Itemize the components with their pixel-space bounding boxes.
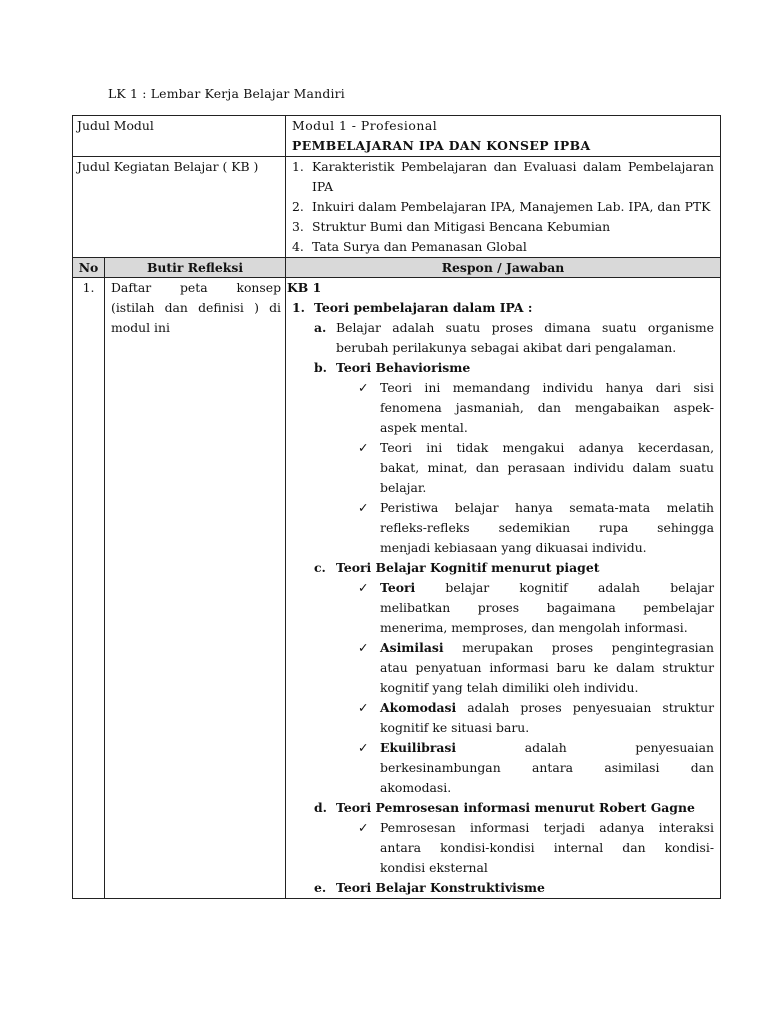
kb-item: 1. Karakteristik Pembelajaran dan Evaluasi dalam Pembelajaran IPA <box>292 159 715 194</box>
section-heading: 1. Teori pembelajaran dalam IPA : <box>292 300 533 315</box>
check-point: ✓ Peristiwa belajar hanya semata-mata melatih refleks-refleks sedemikian rupa sehingga menjadi kebiasaan yang dikuasai individu. <box>286 498 714 558</box>
check-point: ✓ Asimilasi merupakan proses pengintegrasian atau penyatuan informasi baru ke dalam struktur kognitif yang telah dimiliki oleh individu. <box>286 638 714 698</box>
header-no: No <box>73 258 105 278</box>
list-item: d. Teori Pemrosesan informasi menurut Robert Gagne <box>314 800 695 815</box>
butir-line: Daftar peta konsep <box>111 280 282 295</box>
check-point: ✓ Pemrosesan informasi terjadi adanya interaksi antara kondisi-kondisi internal dan kondisi- kondisi eksternal <box>286 818 714 878</box>
check-icon: ✓ <box>358 740 369 755</box>
row-number: 1. <box>73 278 105 899</box>
list-item: e. Teori Belajar Konstruktivisme <box>314 880 545 895</box>
document-title: LK 1 : Lembar Kerja Belajar Mandiri <box>108 86 345 101</box>
check-icon: ✓ <box>358 380 369 395</box>
check-icon: ✓ <box>358 500 369 515</box>
check-icon: ✓ <box>358 700 369 715</box>
list-item: c. Teori Belajar Kognitif menurut piaget <box>314 560 600 575</box>
check-icon: ✓ <box>358 440 369 455</box>
judul-modul-label: Judul Modul <box>73 116 286 157</box>
butir-line: modul ini <box>111 320 170 335</box>
butir-refleksi-cell <box>105 278 286 899</box>
header-respon-jawaban: Respon / Jawaban <box>286 258 721 278</box>
respon-cell <box>286 278 721 899</box>
judul-kb-value <box>286 157 721 258</box>
check-point: ✓ Teori ini tidak mengakui adanya kecerdasan, bakat, minat, dan perasaan individu dalam suatu belajar. <box>286 438 714 498</box>
kb-list <box>292 157 714 257</box>
kb-item: 2. Inkuiri dalam Pembelajaran IPA, Manajemen Lab. IPA, dan PTK <box>292 199 711 214</box>
header-butir-refleksi: Butir Refleksi <box>105 258 286 278</box>
kb-label: KB 1 <box>287 280 322 295</box>
check-point: ✓ Teori ini memandang individu hanya dari sisi fenomena jasmaniah, dan mengabaikan aspek- aspek mental. <box>286 378 714 438</box>
kb-item: 4. Tata Surya dan Pemanasan Global <box>292 239 527 254</box>
row-judul-modul <box>73 116 721 157</box>
worksheet-table <box>72 115 721 899</box>
modul-title: PEMBELAJARAN IPA DAN KONSEP IPBA <box>292 138 591 153</box>
judul-kb-label: Judul Kegiatan Belajar ( KB ) <box>73 157 286 258</box>
row-judul-kb <box>73 157 721 258</box>
table-header-row <box>73 258 721 278</box>
check-point: ✓ Akomodasi adalah proses penyesuaian struktur kognitif ke situasi baru. <box>286 698 714 738</box>
list-item: b. Teori Behaviorisme <box>314 360 471 375</box>
judul-modul-value <box>286 116 721 157</box>
check-icon: ✓ <box>358 820 369 835</box>
check-icon: ✓ <box>358 580 369 595</box>
list-item: a. Belajar adalah suatu proses dimana suatu organisme berubah perilakunya sebagai akibat dari pengalaman. <box>314 320 715 355</box>
check-point: ✓ Teori belajar kognitif adalah belajar melibatkan proses bagaimana pembelajar menerima, memproses, dan mengolah informasi. <box>286 578 714 638</box>
check-point: ✓ Ekuilibrasi adalah penyesuaian berkesinambungan antara asimilasi dan akomodasi. <box>286 738 714 798</box>
kb-item: 3. Struktur Bumi dan Mitigasi Bencana Kebumian <box>292 219 611 234</box>
table-row <box>73 278 721 899</box>
modul-subtitle: Modul 1 - Profesional <box>292 118 438 133</box>
butir-line: (istilah dan definisi ) di <box>111 300 282 315</box>
check-icon: ✓ <box>358 640 369 655</box>
